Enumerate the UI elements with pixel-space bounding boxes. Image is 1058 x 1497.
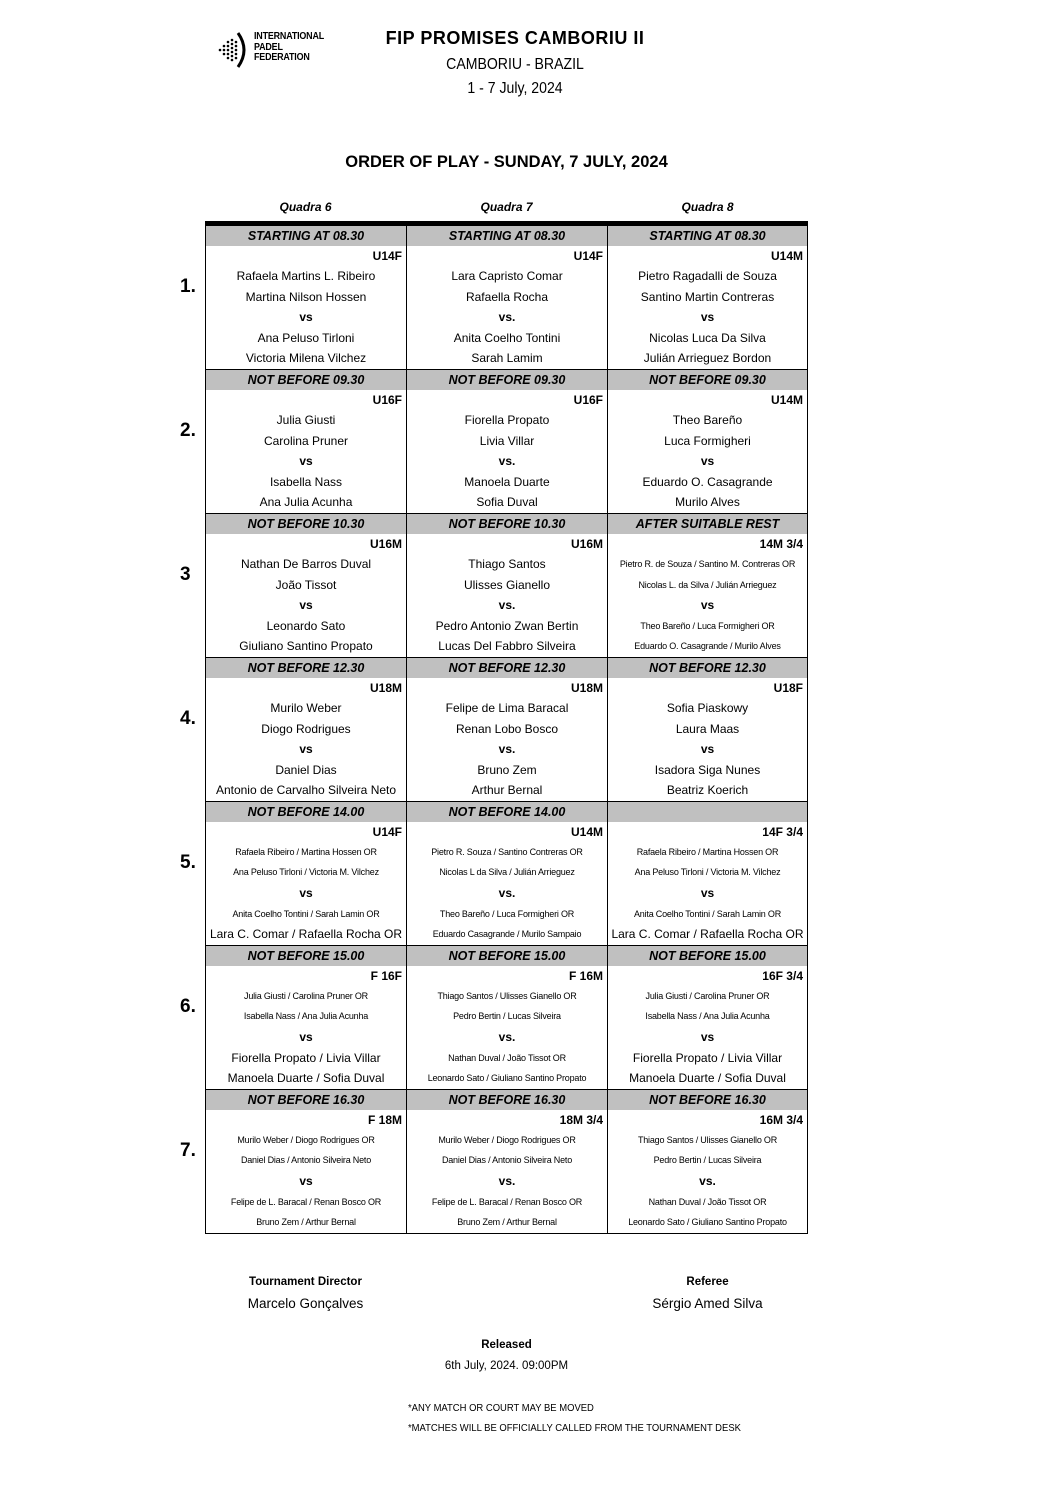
player-entry: Eduardo O. Casagrande — [642, 474, 773, 489]
match-category: U16M — [369, 536, 402, 551]
player-entry: Lara C. Comar / Rafaella Rocha OR — [611, 927, 804, 942]
versus-label: vs. — [498, 310, 516, 325]
player-entry: Ana Peluso Tirloni — [257, 330, 355, 345]
player-entry: Luca Formigheri — [664, 433, 751, 448]
match-start-time: NOT BEFORE 14.00 — [407, 802, 607, 822]
match-category: U14M — [770, 249, 803, 263]
player-entry: Theo Bareño — [672, 412, 743, 427]
match-cell — [205, 658, 406, 801]
match-start-time: NOT BEFORE 12.30 — [407, 658, 607, 678]
player-entry: Pietro R. Souza / Santino Contreras OR — [431, 846, 583, 857]
player-entry: Murilo Weber / Diogo Rodrigues OR — [237, 1134, 375, 1145]
versus-label: vs — [299, 742, 313, 757]
player-entry: Renan Lobo Bosco — [455, 721, 559, 736]
player-entry: Bruno Zem — [477, 762, 537, 777]
player-entry: Thiago Santos / Ulisses Gianello OR — [437, 990, 577, 1001]
match-start-time: NOT BEFORE 14.00 — [206, 802, 406, 822]
match-category: U16F — [372, 392, 402, 407]
match-category: U14M — [770, 392, 803, 407]
match-category: 16F 3/4 — [762, 968, 803, 983]
player-entry: Ulisses Gianello — [463, 577, 551, 592]
match-start-time — [608, 802, 807, 822]
player-entry: Julia Giusti — [276, 412, 336, 427]
match-cell — [406, 946, 607, 1089]
referee-label: Referee — [686, 1276, 729, 1288]
versus-label: vs — [299, 598, 313, 613]
match-start-time: NOT BEFORE 10.30 — [206, 514, 406, 534]
versus-label: vs — [700, 454, 715, 469]
player-entry: Felipe de L. Baracal / Renan Bosco OR — [431, 1196, 583, 1207]
director-label: Tournament Director — [249, 1276, 362, 1288]
player-entry: Fiorella Propato — [464, 412, 550, 427]
player-entry: Nathan Duval / João Tissot OR — [448, 1052, 566, 1063]
padel-ball-logo-icon — [214, 30, 250, 70]
player-entry: Lara C. Comar / Rafaella Rocha OR — [209, 927, 403, 942]
player-entry: Pedro Bertin / Lucas Silveira — [653, 1155, 762, 1166]
time-slot-row — [180, 946, 808, 1090]
slot-number: 1. — [180, 276, 196, 297]
time-slot-row — [180, 226, 808, 370]
player-entry: Anita Coelho Tontini — [453, 330, 561, 345]
player-entry: Pietro R. de Souza / Santino M. Contreras OR — [619, 558, 796, 569]
match-cell — [205, 514, 406, 657]
player-entry: Diogo Rodrigues — [261, 721, 351, 736]
match-start-time: STARTING AT 08.30 — [206, 226, 406, 246]
player-entry: Ana Peluso Tirloni / Victoria M. Vilchez — [634, 867, 781, 878]
versus-label: vs — [700, 886, 715, 901]
match-cell — [406, 658, 607, 801]
match-cell — [607, 946, 808, 1089]
player-entry: Rafaella Rocha — [465, 289, 549, 304]
match-cell — [205, 226, 406, 369]
player-entry: Thiago Santos / Ulisses Gianello OR — [637, 1134, 778, 1145]
player-entry: Theo Bareño / Luca Formigheri OR — [439, 908, 575, 919]
match-category: F 16M — [568, 968, 603, 983]
player-entry: Nicolas L da Silva / Julián Arrieguez — [439, 867, 575, 878]
match-cell — [205, 802, 406, 945]
match-cell — [406, 514, 607, 657]
match-start-time: NOT BEFORE 09.30 — [407, 370, 607, 390]
match-start-time: STARTING AT 08.30 — [608, 226, 807, 246]
player-entry: Rafaela Ribeiro / Martina Hossen OR — [235, 846, 377, 857]
referee-name: Sérgio Amed Silva — [652, 1296, 763, 1311]
match-start-time: NOT BEFORE 15.00 — [206, 946, 406, 966]
match-cell — [205, 370, 406, 513]
match-category: F 18M — [367, 1112, 402, 1127]
match-category: U14F — [573, 249, 603, 263]
player-entry: Rafaela Ribeiro / Martina Hossen OR — [636, 846, 779, 857]
match-category: U14M — [570, 824, 603, 839]
time-slot-row — [180, 802, 808, 946]
player-entry: Julián Arrieguez Bordon — [643, 351, 772, 366]
player-entry: Murilo Alves — [675, 495, 740, 510]
player-entry: Pedro Bertin / Lucas Silveira — [453, 1011, 561, 1022]
match-category: F 16F — [370, 968, 402, 983]
player-entry: Fiorella Propato / Livia Villar — [231, 1050, 381, 1065]
match-start-time: STARTING AT 08.30 — [407, 226, 607, 246]
match-start-time: NOT BEFORE 16.30 — [608, 1090, 807, 1110]
logo-text: INTERNATIONAL — [254, 30, 325, 42]
match-cell — [406, 1090, 607, 1233]
player-entry: Lucas Del Fabbro Silveira — [438, 639, 576, 654]
player-entry: Sarah Lamim — [471, 351, 543, 366]
match-start-time: NOT BEFORE 12.30 — [206, 658, 406, 678]
player-entry: Pietro Ragadalli de Souza — [638, 269, 777, 283]
player-entry: Arthur Bernal — [471, 783, 543, 798]
tournament-dates: 1 - 7 July, 2024 — [467, 80, 563, 97]
player-entry: Julia Giusti / Carolina Pruner OR — [244, 990, 368, 1001]
player-entry: Manoela Duarte / Sofia Duval — [629, 1071, 786, 1086]
schedule-table — [180, 226, 808, 1234]
match-start-time: NOT BEFORE 10.30 — [407, 514, 607, 534]
versus-label: vs — [299, 1030, 313, 1045]
player-entry: Victoria Milena Vilchez — [245, 351, 367, 366]
player-entry: Isabella Nass / Ana Julia Acunha — [645, 1011, 770, 1022]
versus-label: vs. — [498, 886, 516, 901]
player-entry: Leonardo Sato — [266, 618, 346, 633]
match-cell — [406, 226, 607, 369]
player-entry: Nathan Duval / João Tissot OR — [648, 1196, 767, 1207]
logo-text: PADEL — [254, 40, 283, 53]
note: *ANY MATCH OR COURT MAY BE MOVED — [408, 1402, 594, 1414]
player-entry: Carolina Pruner — [263, 433, 349, 448]
note: *MATCHES WILL BE OFFICIALLY CALLED FROM THE TOURNAMENT DESK — [408, 1422, 741, 1434]
tournament-title: FIP PROMISES CAMBORIU II — [385, 28, 645, 48]
time-slot-row — [180, 658, 808, 802]
fip-logo — [214, 30, 334, 70]
released-label: Released — [481, 1339, 532, 1351]
match-cell — [205, 946, 406, 1089]
match-cell — [607, 1090, 808, 1233]
versus-label: vs — [299, 310, 313, 325]
player-entry: Eduardo O. Casagrande / Murilo Alves — [634, 641, 781, 652]
match-category: 14F 3/4 — [762, 824, 803, 839]
match-start-time: NOT BEFORE 09.30 — [206, 370, 406, 390]
player-entry: Antonio de Carvalho Silveira Neto — [215, 783, 397, 798]
match-cell — [607, 514, 808, 657]
versus-label: vs. — [699, 1174, 716, 1188]
court-header: Quadra 8 — [681, 200, 734, 214]
player-entry: Murilo Weber — [270, 700, 342, 715]
time-slot-row — [180, 370, 808, 514]
player-entry: Isadora Siga Nunes — [654, 762, 761, 777]
player-entry: Nicolas Luca Da Silva — [649, 330, 766, 345]
player-entry: Ana Peluso Tirloni / Victoria M. Vilchez — [233, 867, 379, 878]
player-entry: Leonardo Sato / Giuliano Santino Propato — [628, 1217, 787, 1228]
player-entry: Nathan De Barros Duval — [240, 556, 372, 571]
match-start-time: AFTER SUITABLE REST — [608, 514, 807, 534]
versus-label: vs — [700, 310, 715, 325]
slot-number: 2. — [180, 419, 196, 441]
player-entry: Lara Capristo Comar — [451, 269, 563, 283]
player-entry: Eduardo Casagrande / Murilo Sampaio — [432, 929, 582, 940]
match-category: U18M — [369, 680, 402, 695]
versus-label: vs. — [498, 454, 516, 469]
player-entry: Julia Giusti / Carolina Pruner OR — [645, 990, 770, 1001]
match-start-time: NOT BEFORE 12.30 — [608, 658, 807, 678]
match-category: 14M 3/4 — [759, 536, 803, 551]
player-entry: Anita Coelho Tontini / Sarah Lamin OR — [232, 908, 380, 919]
versus-label: vs. — [498, 1174, 516, 1188]
player-entry: Ana Julia Acunha — [259, 495, 353, 510]
versus-label: vs. — [498, 1030, 516, 1045]
player-entry: Martina Nilson Hossen — [245, 289, 367, 304]
slot-number: 5. — [180, 851, 196, 873]
order-of-play-heading: ORDER OF PLAY - SUNDAY, 7 JULY, 2024 — [345, 153, 668, 171]
match-cell — [406, 802, 607, 945]
player-entry: Livia Villar — [479, 433, 535, 448]
versus-label: vs — [700, 598, 715, 613]
player-entry: Felipe de Lima Baracal — [445, 700, 569, 715]
slot-number: 4. — [180, 707, 196, 729]
versus-label: vs — [299, 886, 313, 901]
player-entry: Bruno Zem / Arthur Bernal — [457, 1217, 557, 1228]
player-entry: Rafaela Martins L. Ribeiro — [236, 269, 376, 283]
match-category: U16M — [570, 536, 603, 551]
match-cell — [607, 370, 808, 513]
versus-label: vs — [299, 1174, 313, 1188]
player-entry: Nicolas L. da Silva / Julián Arrieguez — [638, 579, 777, 590]
match-start-time: NOT BEFORE 15.00 — [608, 946, 807, 966]
versus-label: vs — [700, 1030, 715, 1045]
slot-number: 7. — [180, 1139, 196, 1161]
player-entry: Daniel Dias / Antonio Silveira Neto — [441, 1155, 573, 1166]
match-cell — [406, 370, 607, 513]
player-entry: Daniel Dias — [275, 762, 337, 777]
match-cell — [607, 226, 808, 369]
player-entry: Giuliano Santino Propato — [239, 639, 373, 654]
match-start-time: NOT BEFORE 16.30 — [407, 1090, 607, 1110]
match-category: 18M 3/4 — [559, 1112, 603, 1127]
versus-label: vs. — [498, 742, 516, 757]
player-entry: Sofia Piaskowy — [666, 700, 749, 715]
versus-label: vs. — [498, 598, 516, 613]
player-entry: João Tissot — [275, 577, 337, 592]
player-entry: Laura Maas — [675, 721, 740, 736]
player-entry: Manoela Duarte / Sofia Duval — [227, 1071, 385, 1086]
logo-text: FEDERATION — [254, 51, 310, 63]
match-category: U14F — [372, 824, 402, 839]
released-value: 6th July, 2024. 09:00PM — [444, 1360, 569, 1372]
player-entry: Isabella Nass / Ana Julia Acunha — [243, 1011, 369, 1022]
player-entry: Pedro Antonio Zwan Bertin — [435, 618, 579, 633]
player-entry: Isabella Nass — [269, 474, 343, 489]
player-entry: Felipe de L. Baracal / Renan Bosco OR — [230, 1196, 382, 1207]
player-entry: Manoela Duarte — [464, 474, 550, 489]
versus-label: vs — [700, 742, 715, 757]
court-header: Quadra 6 — [279, 200, 332, 214]
player-entry: Thiago Santos — [468, 556, 546, 571]
match-start-time: NOT BEFORE 16.30 — [206, 1090, 406, 1110]
player-entry: Bruno Zem / Arthur Bernal — [256, 1217, 356, 1228]
time-slot-row — [180, 514, 808, 658]
match-cell — [205, 1090, 406, 1233]
versus-label: vs — [299, 454, 313, 469]
match-start-time: NOT BEFORE 15.00 — [407, 946, 607, 966]
player-entry: Anita Coelho Tontini / Sarah Lamin OR — [633, 908, 782, 919]
court-header: Quadra 7 — [480, 200, 533, 214]
match-start-time: NOT BEFORE 09.30 — [608, 370, 807, 390]
player-entry: Theo Bareño / Luca Formigheri OR — [640, 620, 775, 631]
match-category: U18F — [773, 680, 803, 695]
player-entry: Sofia Duval — [476, 495, 538, 510]
director-name: Marcelo Gonçalves — [247, 1296, 364, 1311]
match-category: U18M — [570, 680, 603, 695]
match-cell — [607, 658, 808, 801]
player-entry: Daniel Dias / Antonio Silveira Neto — [240, 1155, 372, 1166]
time-slot-row — [180, 1090, 808, 1234]
player-entry: Leonardo Sato / Giuliano Santino Propato — [427, 1073, 587, 1084]
player-entry: Murilo Weber / Diogo Rodrigues OR — [438, 1134, 576, 1145]
player-entry: Santino Martin Contreras — [640, 289, 775, 304]
slot-number: 6. — [180, 995, 196, 1017]
match-category: 16M 3/4 — [759, 1112, 803, 1127]
tournament-location: CAMBORIU - BRAZIL — [446, 56, 584, 73]
player-entry: Fiorella Propato / Livia Villar — [632, 1050, 783, 1065]
match-category: U16F — [573, 392, 603, 407]
slot-number: 3 — [180, 563, 191, 585]
player-entry: Beatriz Koerich — [666, 783, 749, 798]
match-category: U14F — [372, 249, 402, 263]
match-cell — [607, 802, 808, 945]
